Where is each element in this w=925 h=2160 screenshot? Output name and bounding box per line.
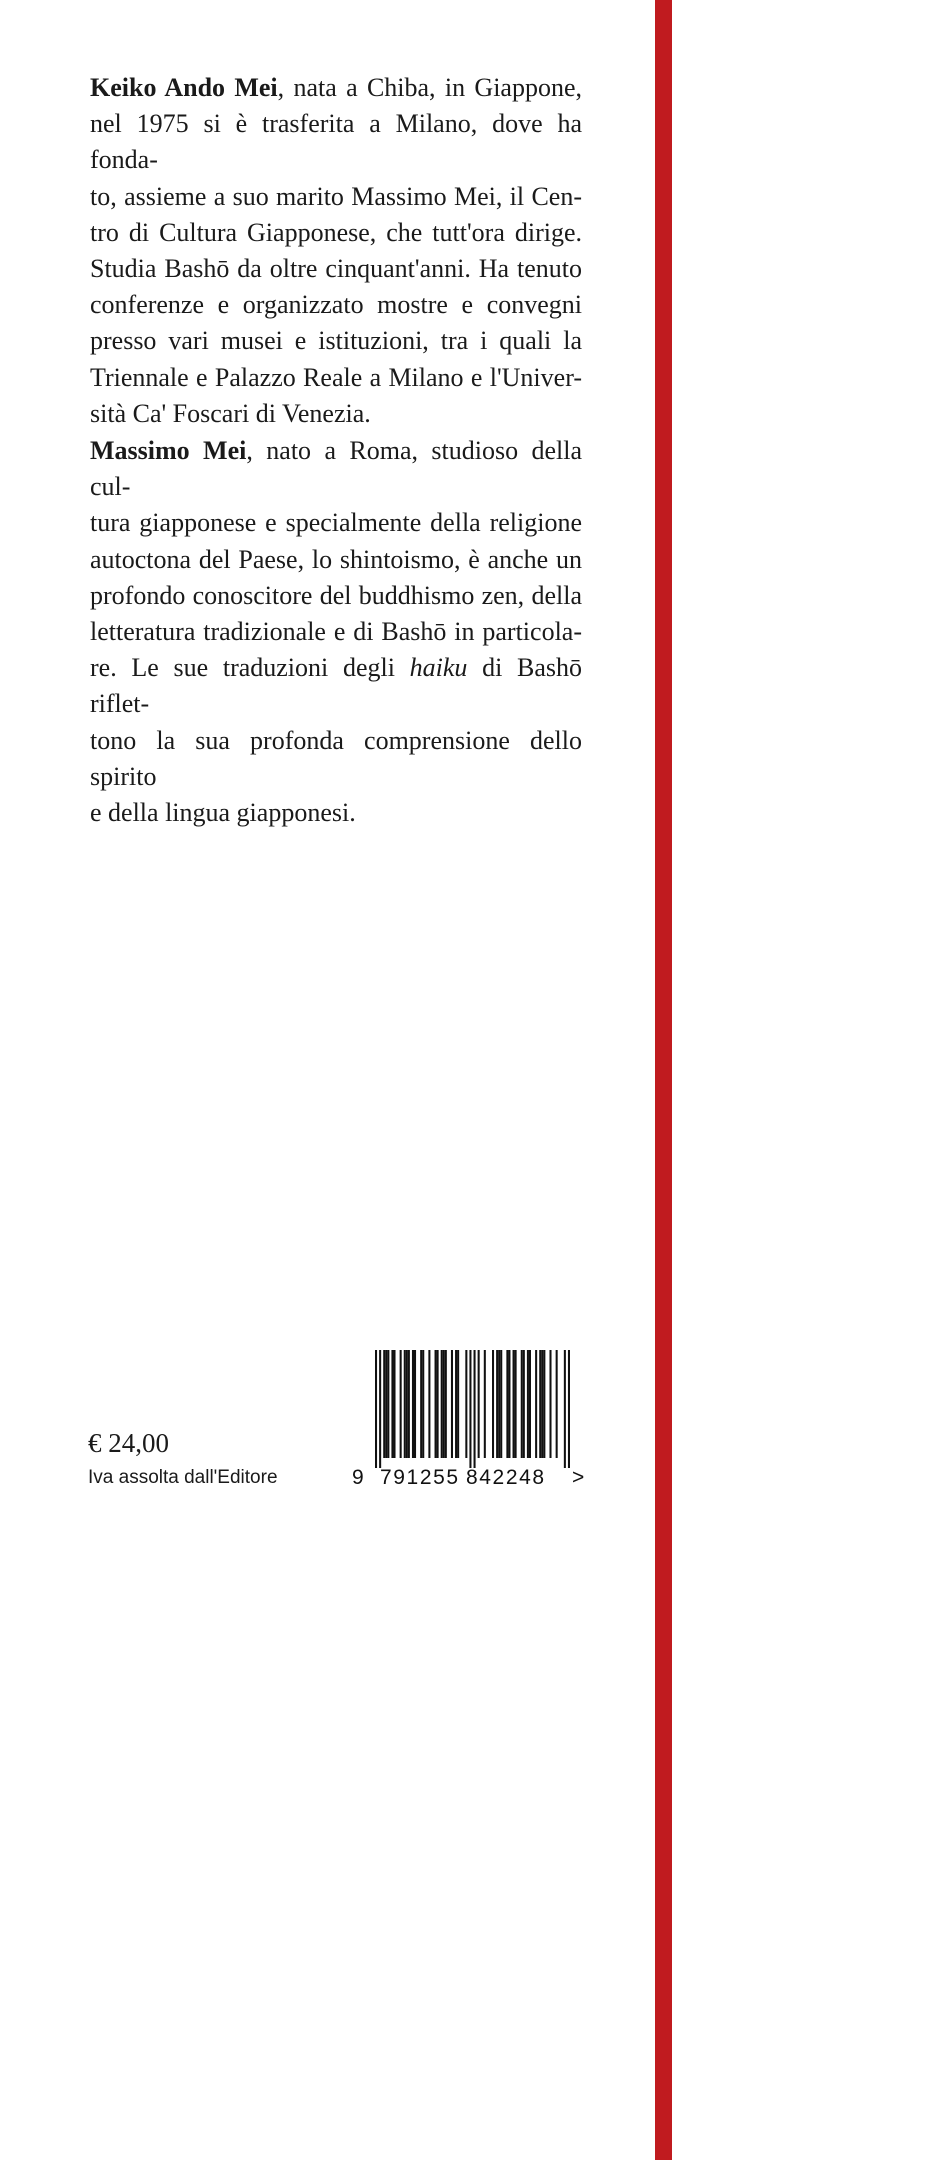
barcode-bar (443, 1350, 445, 1458)
barcode-bar (465, 1350, 467, 1458)
ean-left-group: 791255 (380, 1466, 460, 1489)
bio-line: tura giapponese e specialmente della religione (90, 508, 582, 538)
barcode-bar (428, 1350, 430, 1458)
barcode-bar (451, 1350, 453, 1458)
barcode-bar (379, 1350, 381, 1468)
barcode-bar (500, 1350, 502, 1458)
bio-line: autoctona del Paese, lo shintoismo, è anche un (90, 544, 582, 574)
barcode-digits (350, 1466, 600, 1496)
barcode-bar (445, 1350, 447, 1458)
barcode-bar (523, 1350, 525, 1458)
barcode-bar (435, 1350, 437, 1458)
barcode-bar (383, 1350, 385, 1458)
barcode-bar (529, 1350, 531, 1458)
barcode-bar (457, 1350, 459, 1458)
bio-line: conferenze e organizzato mostre e convegni (90, 290, 582, 320)
bio-keiko-ando-mei (90, 70, 582, 432)
isbn-barcode (350, 1350, 600, 1500)
barcode-bar (391, 1350, 393, 1458)
barcode-bar (455, 1350, 457, 1458)
barcode-bar (412, 1350, 414, 1458)
bio-line: sità Ca' Foscari di Venezia. (90, 398, 371, 428)
bio-line: presso vari musei e istituzioni, tra i quali la (90, 326, 582, 356)
barcode-bar (492, 1350, 494, 1458)
bio-line: profondo conoscitore del buddhismo zen, della (90, 580, 582, 610)
bio-line: tono la sua profonda comprensione dello spirito (90, 725, 582, 791)
author-name: Massimo Mei (90, 436, 247, 465)
bio-line: letteratura tradizionale e di Bashō in particola- (90, 617, 582, 647)
barcode-bar (441, 1350, 443, 1458)
bio-line: tro di Cultura Giapponese, che tutt'ora dirige. (90, 217, 582, 247)
bio-massimo-mei (90, 433, 582, 831)
barcode-bar (564, 1350, 566, 1468)
barcode-bar (469, 1350, 471, 1468)
barcode-bar (539, 1350, 541, 1458)
barcode-bar (515, 1350, 517, 1458)
barcode-bar (508, 1350, 510, 1458)
bio-line: Keiko Ando Mei, nata a Chiba, in Giappone, (90, 73, 582, 102)
barcode-bar (484, 1350, 486, 1458)
barcode-bar (400, 1350, 402, 1458)
barcode-bar (527, 1350, 529, 1458)
bio-line: nel 1975 si è trasferita a Milano, dove ha fonda- (90, 109, 582, 175)
barcode-bar (535, 1350, 537, 1458)
barcode-bar (393, 1350, 395, 1458)
bio-line: re. Le sue traduzioni degli haiku di Bashō riflet- (90, 653, 582, 719)
vat-note: Iva assolta dall'Editore (88, 1467, 278, 1488)
barcode-bar (506, 1350, 508, 1458)
ean-prefix-digit: 9 (352, 1466, 364, 1489)
barcode-bar (408, 1350, 410, 1458)
barcode-bar (543, 1350, 545, 1458)
barcode-bar (521, 1350, 523, 1458)
italic-term: haiku (409, 653, 468, 683)
barcode-bar (478, 1350, 480, 1458)
barcode-bar (437, 1350, 439, 1458)
barcode-bar (387, 1350, 389, 1458)
barcode-bar (549, 1350, 551, 1458)
barcode-bar (406, 1350, 408, 1458)
ean-right-group: 842248 (466, 1466, 546, 1489)
barcode-bar (568, 1350, 570, 1468)
barcode-bar (422, 1350, 424, 1458)
barcode-bar (556, 1350, 558, 1458)
barcode-bar (404, 1350, 406, 1458)
barcode-bar (420, 1350, 422, 1458)
bio-line: Studia Bashō da oltre cinquant'anni. Ha tenuto (90, 254, 582, 284)
spine-red-band (655, 0, 672, 2160)
bio-line: to, assieme a suo marito Massimo Mei, il Cen- (90, 181, 582, 211)
barcode-bar (498, 1350, 500, 1458)
barcode-bar (541, 1350, 543, 1458)
bio-line: Massimo Mei, nato a Roma, studioso della cul- (90, 436, 583, 502)
barcode-bar (414, 1350, 416, 1458)
bio-line: Triennale e Palazzo Reale a Milano e l'Univer- (90, 362, 582, 392)
barcode-bar (385, 1350, 387, 1458)
barcode-bar (474, 1350, 476, 1468)
quiet-zone-mark: > (572, 1466, 585, 1489)
barcode-bar (375, 1350, 377, 1468)
barcode-bars (375, 1350, 570, 1468)
price: € 24,00 (88, 1428, 169, 1458)
barcode-bar (513, 1350, 515, 1458)
barcode-bar (496, 1350, 498, 1458)
author-name: Keiko Ando Mei (90, 73, 278, 102)
bio-line: e della lingua giapponesi. (90, 798, 356, 828)
